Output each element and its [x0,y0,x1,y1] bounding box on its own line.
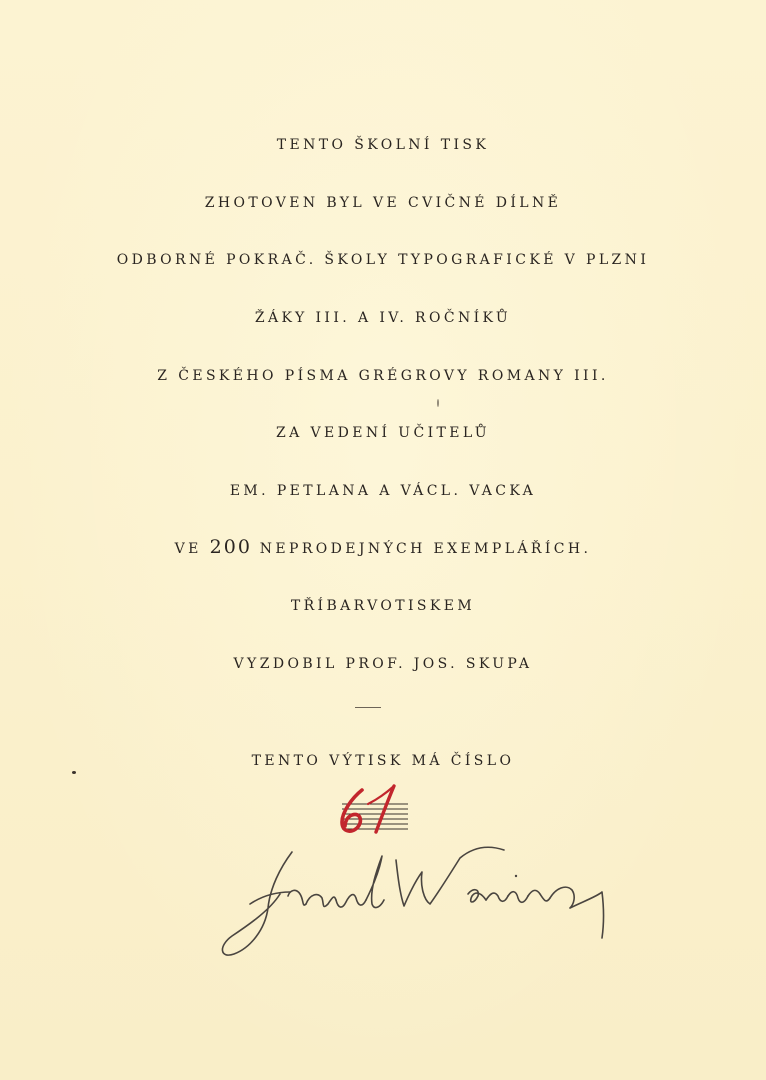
colophon-line-5: Z ČESKÉHO PÍSMA GRÉGROVY ROMANY III. [157,368,609,384]
handwritten-signature [210,838,630,978]
colophon-line-9: TŘÍBARVOTISKEM [290,598,476,614]
colophon-line-1: TENTO ŠKOLNÍ TISK [276,137,490,153]
colophon-line-6: ZA VEDENÍ UČITELŮ [275,425,491,441]
divider-rule [355,707,381,708]
colophon-line-7: EM. PETLANA A VÁCL. VACKA [229,483,537,499]
copy-number-handwritten [330,782,420,842]
colophon-line-2: ZHOTOVEN BYL VE CVIČNÉ DÍLNĚ [204,195,562,211]
colophon-line-3: ODBORNÉ POKRAČ. ŠKOLY TYPOGRAFICKÉ V PLZNI [116,252,650,268]
colophon-line-8 [0,537,766,559]
colophon-line-10: VYZDOBIL PROF. JOS. SKUPA [233,656,533,672]
ink-speck [72,771,76,774]
ink-speck [437,399,439,407]
edition-suffix: NEPRODEJNÝCH EXEMPLÁŘÍCH. [259,541,592,557]
colophon-line-4: ŽÁKY III. A IV. ROČNÍKŮ [254,310,512,326]
edition-count: 200 [209,536,252,558]
edition-prefix: VE [174,541,202,557]
copy-number-label: TENTO VÝTISK MÁ ČÍSLO [251,753,515,769]
